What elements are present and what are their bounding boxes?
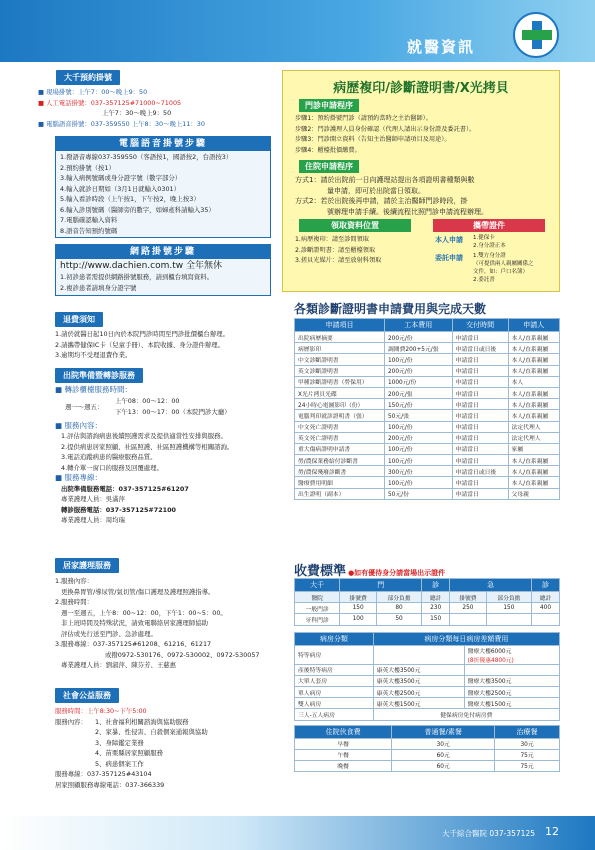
fees-row	[295, 332, 560, 343]
fees-column-header: 申請人	[508, 319, 559, 332]
meal-cell: 30元	[392, 738, 495, 749]
meal-cell: 晚餐	[295, 760, 392, 771]
charges-cell: 230	[422, 603, 450, 614]
ward-cell: 產後特等病房	[295, 664, 374, 675]
fees-row	[295, 466, 560, 477]
meal-header: 住院伙食費	[295, 725, 392, 738]
fees-cell: 本人/直系親屬	[508, 343, 559, 354]
discharge-section	[55, 368, 290, 526]
meal-row	[295, 760, 560, 771]
charges-cell: 80	[376, 603, 421, 614]
website-url: http://www.dachien.com.tw 全年無休	[60, 261, 223, 271]
refund-line-2: 2.請攜帶健保IC卡（兒童手冊）、本院收據、身分證件辦理。	[55, 340, 225, 349]
ward-type-header: 病房分類	[295, 632, 374, 645]
agent-doc: （可提供兩人親屬關係之	[473, 261, 534, 267]
fees-cell: 勞/農保殘廢診斷書	[295, 466, 385, 477]
ward-cell: 康英大樓3500元	[373, 675, 464, 686]
voice-steps-box	[55, 136, 271, 238]
charges-title: 收費標準	[294, 564, 347, 579]
agent-apply-docs	[473, 252, 534, 284]
fees-cell: 24小時心電圖影印（份）	[295, 399, 385, 410]
self-doc: 1.健保卡	[473, 235, 495, 241]
page-number: 12	[545, 825, 559, 838]
pickup-title: 領取資料位置	[299, 219, 411, 232]
charges-subheader: 部分負擔	[486, 592, 531, 603]
fees-row	[295, 443, 560, 454]
fees-cell: 100元/份	[384, 477, 452, 488]
fees-cell: 100元/份	[384, 421, 452, 432]
fees-cell: 100元/份	[384, 354, 452, 365]
fees-cell: 英文死亡證明書	[295, 432, 385, 443]
voice-step: 7.電腦確認輸入資料	[60, 216, 118, 224]
service-content-label: ■ 服務內容：	[55, 420, 102, 430]
phone-registration: ■ 人工電話掛號：037-357125#71000~71005	[38, 98, 182, 107]
home-care-line-9: 專業護理人員：劉淑萍、陳芬芳、王慈惠	[61, 661, 177, 669]
charges-cell	[450, 614, 487, 625]
fees-cell: 甲種診斷證明書（勞保用）	[295, 376, 385, 387]
charges-cell: 150	[340, 603, 377, 614]
page-title: 就醫資訊	[406, 38, 475, 56]
phone-hours: 上午7：30～晚上9：50	[102, 109, 172, 117]
ward-row	[295, 675, 560, 686]
ward-fee: 健保病房免付病房費	[373, 709, 559, 720]
voice-step: 5.輸入看診時段（上午按1，下午按2，晚上按3）	[60, 195, 200, 203]
social-content-label: 服務內容：	[55, 717, 87, 726]
social-items	[55, 717, 295, 770]
fees-cell: 本人/直系親屬	[508, 466, 559, 477]
home-care-line-2: 更換鼻胃管/導尿管/氣切管/傷口護理及護理照護指導。	[61, 587, 215, 596]
ward-row	[295, 686, 560, 697]
meal-cell: 60元	[392, 749, 495, 760]
appointment-section	[38, 70, 278, 129]
voice-step: 4.輸入就診日期如（3月1日就輸入0301）	[60, 184, 180, 193]
ward-type: 特等病房	[295, 645, 374, 664]
charges-cell: 一般門診	[295, 603, 340, 614]
fees-cell: 申請當日	[452, 432, 508, 443]
refund-line-3: 3.逾期均不受理退費作業。	[55, 351, 132, 359]
social-title: 社會公益服務	[55, 688, 119, 703]
charges-cell: 150	[422, 614, 450, 625]
web-step-2: 2.複診患者請填身分證字號	[60, 283, 137, 292]
fees-column-header: 申請項目	[295, 319, 385, 332]
ward-cell	[464, 664, 559, 675]
charges-section	[294, 560, 560, 772]
meal-cell: 早餐	[295, 738, 392, 749]
service-item-4: 4.轉介單一窗口的服務及回覆處理。	[61, 463, 163, 472]
agent-doc: 2.委託書	[473, 277, 495, 283]
meal-header: 普通餐/素餐	[392, 725, 495, 738]
col-emergency-a: 急	[450, 579, 532, 592]
home-care-section	[55, 558, 295, 671]
fees-cell: 本人/直系親屬	[508, 365, 559, 376]
ward-cell: 醫療大樓3500元	[464, 675, 559, 686]
fees-row	[295, 354, 560, 365]
fees-cell: 中文死亡證明書	[295, 421, 385, 432]
voice-registration: ■ 電腦語音掛號：037-359550 上午8：30～晚上11：30	[38, 119, 205, 128]
fees-cell: 本人/直系親屬	[508, 332, 559, 343]
discharge-nurse: 專業護理人員：吳滿萍	[61, 495, 125, 503]
voice-steps-title: 電腦語音掛號步驟	[56, 137, 270, 151]
service-line-label: ■ 服務專線：	[55, 473, 102, 482]
charges-cell: 50	[376, 614, 421, 625]
col-outpatient-a: 門	[340, 579, 422, 592]
refund-title: 退費須知	[55, 312, 103, 327]
fees-cell: 法定代理人	[508, 432, 559, 443]
referral-phone: 轉診服務電話：037-357125#72100	[61, 505, 176, 514]
fees-row	[295, 477, 560, 488]
fees-cell: 1000元/份	[384, 376, 452, 387]
fees-cell: 本人/直系親屬	[508, 354, 559, 365]
meal-cell: 75元	[495, 760, 560, 771]
web-step-1: 1.初診患者需提供網路掛號服務，請到櫃台填寫資料。	[60, 273, 214, 281]
fees-row	[295, 455, 560, 466]
ward-type: 三人-五人病房	[295, 709, 374, 720]
col-outpatient-b: 診	[422, 579, 450, 592]
records-title: 病歷複印/診斷證明書/X光拷貝	[333, 81, 509, 96]
fees-cell: 200元/張	[384, 387, 452, 398]
fees-cell: 本人	[508, 376, 559, 387]
fees-cell: 英文診斷證明書	[295, 365, 385, 376]
discharge-phone: 出院準備服務電話：037-357125#61207	[61, 484, 189, 493]
fees-cell: 申請當日	[452, 387, 508, 398]
ward-cell: 大單人套房	[295, 675, 374, 686]
ward-cell: 醫療大樓2500元	[464, 686, 559, 697]
outpatient-steps	[283, 112, 559, 158]
ward-fee-table	[294, 632, 560, 721]
refund-section	[55, 312, 285, 361]
charges-subheader: 總計	[532, 592, 560, 603]
inpatient-method-1b: 量申請，即可於出院當日領取。	[327, 186, 425, 195]
charges-cell: 100	[340, 614, 377, 625]
fees-cell: 申請當日	[452, 488, 508, 499]
meal-cell: 75元	[495, 749, 560, 760]
registration-fee-table	[294, 578, 560, 626]
fees-section	[294, 300, 560, 500]
ward-fee: 醫療大樓6000元 (8折優惠4800元)	[464, 645, 559, 664]
outpatient-step: 步驟4：櫃檯批價繳費。	[295, 146, 361, 154]
documents-title: 攜帶證件	[433, 219, 545, 232]
social-item: 4、苗栗縣居家照顧服務	[95, 749, 163, 757]
charges-cell	[532, 614, 560, 625]
self-doc: 2.身分證正本	[473, 243, 506, 249]
ward-cell: 康英大樓2500元	[373, 686, 464, 697]
fees-cell: 50元/張	[384, 410, 452, 421]
inpatient-method-2: 方式2：若於出院後再申請，請於主治醫師門診時段，掛	[295, 197, 468, 205]
fees-cell: 醫療費用明細	[295, 477, 385, 488]
fees-cell: 病歷影印	[295, 343, 385, 354]
fees-cell: 50元/份	[384, 488, 452, 499]
referral-pm: 下午13：00～17：00（本院門診大廳）	[115, 407, 231, 416]
social-item: 3、身障鑑定業務	[95, 738, 144, 747]
ward-row	[295, 698, 560, 709]
agent-doc: 文件，如：戶口名簿）	[473, 269, 529, 275]
fees-cell: 申請當日	[452, 354, 508, 365]
discharge-title: 出院準備暨轉診服務	[55, 368, 143, 383]
social-phone: 服務專線：037-357125#43104	[55, 770, 152, 778]
ward-cell: 單人病房	[295, 686, 374, 697]
outpatient-title: 門診申請程序	[299, 99, 359, 112]
fees-table	[294, 318, 560, 500]
fees-cell: 申請當日	[452, 332, 508, 343]
fees-cell: 本人/直系親屬	[508, 477, 559, 488]
fees-cell: 家屬	[508, 443, 559, 454]
fees-cell: 中文診斷證明書	[295, 354, 385, 365]
fees-cell: 200元/份	[384, 365, 452, 376]
fees-column-header: 交付時間	[452, 319, 508, 332]
fees-row	[295, 488, 560, 499]
meal-cell: 60元	[392, 760, 495, 771]
fees-cell: 父母親	[508, 488, 559, 499]
fees-cell: 申請當日	[452, 455, 508, 466]
fees-title: 各類診斷證明書申請費用與完成天數	[294, 302, 487, 316]
walkin-hours: ■ 現場掛號：上午7：00～晚上9：50	[38, 88, 148, 96]
home-care-line-7: 3.服務專線：037-357125#61208、61216、61217	[55, 640, 212, 648]
fees-cell: 申請當日	[452, 365, 508, 376]
voice-step: 8.語音告知預約號碼	[60, 226, 118, 235]
ward-cell: 康英大樓3500元	[373, 664, 464, 675]
appointment-title: 大千預約掛號	[56, 70, 120, 85]
fees-cell: 電腦判印就診證明書（張）	[295, 410, 385, 421]
fees-cell: 申請當日	[452, 477, 508, 488]
referral-nurse: 專業護理人員：周均瑞	[61, 516, 125, 524]
home-service-phone: 居家照顧服務專線電話：037-366339	[55, 780, 165, 789]
voice-step: 3.輸入病例號碼或身分證字號（數字部分）	[60, 174, 182, 182]
charges-note: ●如有優待身分請當場出示證件	[348, 569, 446, 577]
voice-step: 2.預約掛號（按1）	[60, 163, 115, 172]
agent-apply-label: 委託申請	[435, 254, 463, 262]
fees-cell: 申請當日	[452, 443, 508, 454]
fees-cell: 重大傷病證明申請書	[295, 443, 385, 454]
charges-cell	[486, 614, 531, 625]
fees-cell: 100元/份	[384, 443, 452, 454]
fees-row	[295, 365, 560, 376]
fees-cell: 200元/份	[384, 432, 452, 443]
outpatient-step: 步驟3：門診開立資料（告知主治醫師申請項目及用途）。	[295, 136, 451, 143]
meal-header: 治療餐	[495, 725, 560, 738]
fees-cell: X光片拷貝光碟	[295, 387, 385, 398]
service-item-2: 2.提供病患居家照顧、社區照護、社區照護機構等相關諮詢。	[61, 442, 234, 451]
page-footer	[0, 816, 595, 850]
fees-row	[295, 387, 560, 398]
home-care-line-4: 週一至週五，上午8：00~12：00，下午1：00~5：00。	[61, 608, 227, 617]
referral-hours-label: ■ 轉診櫃檯服務時間：	[55, 385, 132, 394]
voice-step: 1.撥語音專線037-359550（客語按1，國語按2，台語按3）	[60, 153, 233, 161]
outpatient-step: 步驟1：預約掛號門診（請預約當時之主治醫師）。	[295, 115, 432, 122]
fees-cell: 申請當日或日後	[452, 466, 508, 477]
fees-row	[295, 343, 560, 354]
fees-cell: 勞/農保業務給付診斷書	[295, 455, 385, 466]
meal-row	[295, 749, 560, 760]
inpatient-method-1: 方式1：請於出院前一日向護理站提出各項證明書種類與數	[295, 176, 475, 184]
voice-step: 6.輸入診別號碼（醫師旁的數字，如婦產科請輸入35）	[60, 205, 215, 214]
weekday-label: 週一～週五：	[65, 402, 104, 411]
fees-cell: 本人/直系親屬	[508, 387, 559, 398]
home-care-line-1: 1.服務內容：	[55, 577, 94, 585]
fees-cell: 出生證明（副本）	[295, 488, 385, 499]
ward-fee-header: 病房分類每日病房差額費用	[373, 632, 559, 645]
fees-cell: 申請當日	[452, 410, 508, 421]
voice-steps-list	[56, 151, 270, 237]
hospital-logo	[513, 12, 559, 58]
ward-row	[295, 664, 560, 675]
fees-cell: 出院病歷摘要	[295, 332, 385, 343]
home-care-line-3: 2.服務時間：	[55, 598, 94, 606]
charges-subheader: 部分負擔	[376, 592, 421, 603]
self-apply-docs	[473, 234, 506, 250]
fees-cell: 調閱費200+5元/張	[384, 343, 452, 354]
ward-cell: 康英大樓1500元	[373, 698, 464, 709]
pickup-item: 1.病歷複印：請至診間領取	[295, 236, 369, 243]
pickup-item: 3.搓貝光媒片：請至放射科領取	[295, 257, 382, 264]
fees-row	[295, 410, 560, 421]
social-section	[55, 688, 295, 790]
inpatient-method-2b: 號辦理申請手續。後續流程比照門診申請流程辦理。	[327, 207, 488, 216]
ward-cell: 雙人病房	[295, 698, 374, 709]
meal-row	[295, 738, 560, 749]
outpatient-step: 步驟2：門診護理人員身份確認（代理人請出示身份證及委託書）。	[295, 125, 476, 133]
fees-cell: 100元/份	[384, 455, 452, 466]
charges-subheader: 總計	[422, 592, 450, 603]
charges-cell: 牙科門診	[295, 614, 340, 625]
charges-subheader: 醫院	[295, 592, 340, 603]
charges-subheader: 掛號費	[450, 592, 487, 603]
fees-cell: 300元/份	[384, 466, 452, 477]
web-steps-box	[55, 244, 271, 296]
inpatient-title: 住院申請程序	[299, 160, 359, 173]
charges-cell: 150	[486, 603, 531, 614]
col-emergency-b: 診	[532, 579, 560, 592]
fees-cell: 申請當日	[452, 421, 508, 432]
fees-cell: 申請當日	[452, 376, 508, 387]
fees-cell: 150元/份	[384, 399, 452, 410]
fees-column-header: 工本費用	[384, 319, 452, 332]
footer-hospital: 大千綜合醫院 037-357125	[441, 829, 535, 838]
fees-row	[295, 376, 560, 387]
charges-cell: 250	[450, 603, 487, 614]
home-care-line-6: 評估或先行送至門診、急診處理。	[61, 629, 157, 638]
self-apply-label: 本人申請	[435, 236, 463, 244]
web-steps-title: 網路掛號步驟	[56, 245, 270, 259]
fees-row	[295, 399, 560, 410]
social-item: 2、家暴、性侵害、自殺個案通報與協助	[95, 728, 208, 736]
fees-cell: 申請當日或日後	[452, 343, 508, 354]
fees-cell: 申請當日	[452, 399, 508, 410]
charges-cell: 400	[532, 603, 560, 614]
home-care-line-5: 非上班時間及特殊狀況，請致電聯絡居家護理師協助	[61, 619, 208, 627]
fees-cell: 法定代理人	[508, 421, 559, 432]
pickup-list	[295, 235, 429, 267]
agent-doc: 1.雙方身分證	[473, 253, 506, 259]
refund-line-1: 1.請於就醫日起10日內於本院門診時間至門診批價櫃台辦理。	[55, 330, 229, 338]
meal-cell: 午餐	[295, 749, 392, 760]
ward-cell: 醫療大樓1500元	[464, 698, 559, 709]
service-item-1: 1.評估與諮詢病患後續照護需求及提供適當性安排與服務。	[61, 432, 227, 440]
col-hospital: 大千	[295, 579, 340, 592]
meal-fee-table	[294, 725, 560, 773]
meal-cell: 30元	[495, 738, 560, 749]
social-hours: 服務時間：上午8:30~下午5:00	[55, 707, 147, 715]
pickup-item: 2.診斷證明書：請至櫃檯領取	[295, 246, 376, 254]
social-item: 5、病患個案工作	[95, 759, 144, 768]
charges-subheader: 掛號費	[340, 592, 377, 603]
home-care-title: 居家護理服務	[55, 558, 119, 573]
fees-cell: 200元/份	[384, 332, 452, 343]
social-item: 1、社會福利相關諮詢與協助服務	[95, 717, 189, 726]
fees-row	[295, 432, 560, 443]
fees-cell: 本人/直系親屬	[508, 410, 559, 421]
service-item-3: 3.電話追蹤病患的醫療服務品質。	[61, 453, 157, 461]
fees-cell: 本人/直系親屬	[508, 399, 559, 410]
fees-row	[295, 421, 560, 432]
referral-am: 上午08：00～12：00	[115, 396, 180, 405]
records-box	[282, 70, 560, 292]
home-care-line-8: 或撥0972-530176、0972-530002、0972-530057	[105, 650, 260, 659]
fees-cell: 本人/直系親屬	[508, 455, 559, 466]
page-header	[0, 0, 595, 62]
